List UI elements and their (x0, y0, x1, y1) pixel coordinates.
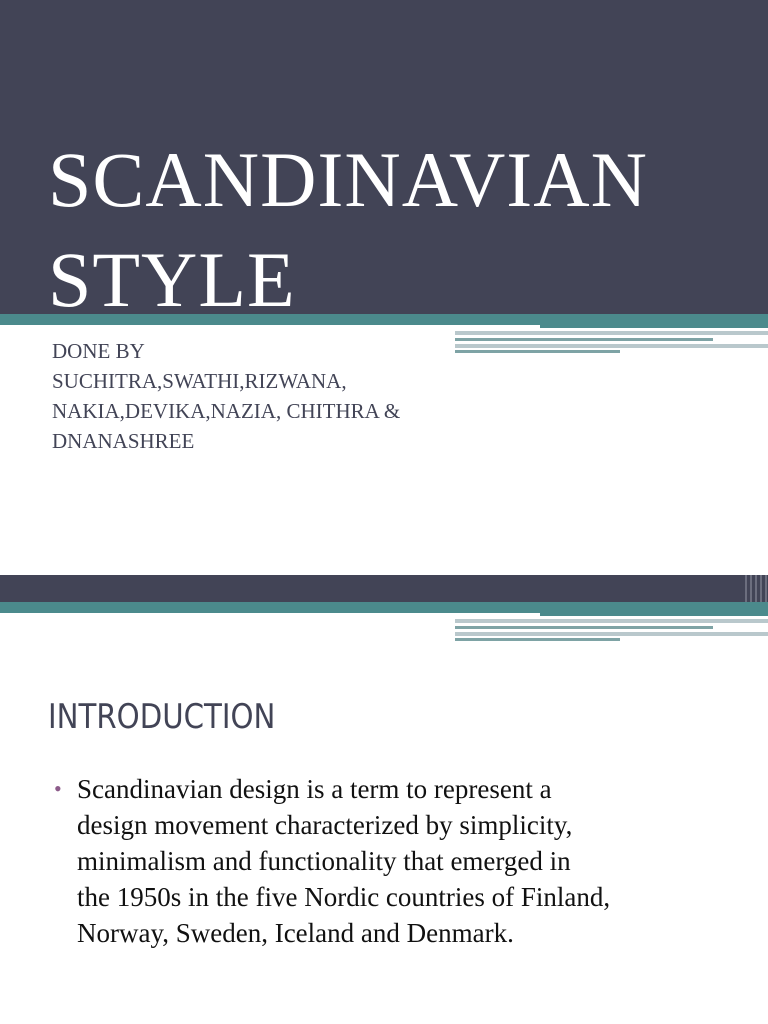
decor-bar (455, 331, 768, 335)
bullet-line: minimalism and functionality that emerged in (77, 846, 571, 876)
subtitle-line: NAKIA,DEVIKA,NAZIA, CHITHRA & (52, 399, 401, 423)
title-line: STYLE (48, 236, 296, 323)
subtitle-line: SUCHITRA,SWATHI,RIZWANA, (52, 369, 347, 393)
subtitle-line: DONE BY (52, 339, 145, 363)
decor-bar (455, 344, 768, 348)
header-band (0, 575, 768, 602)
decor-bar (455, 350, 620, 353)
decor-bar (455, 338, 713, 341)
title-line: SCANDINAVIAN (48, 136, 648, 223)
bullet-line: the 1950s in the five Nordic countries of Finland, (77, 882, 611, 912)
corner-stripes (742, 575, 768, 602)
teal-divider-line (0, 602, 768, 613)
bullet-line: design movement characterized by simplicity, (77, 810, 573, 840)
bullet-icon: • (54, 776, 62, 801)
bullet-line: Norway, Sweden, Iceland and Denmark. (77, 918, 514, 948)
section-heading: INTRODUCTION (48, 697, 276, 737)
teal-divider-tab (540, 613, 768, 616)
introduction-slide (0, 575, 768, 1024)
subtitle-line: DNANASHREE (52, 429, 195, 453)
decor-bar (455, 638, 620, 641)
bullet-list (54, 771, 744, 951)
list-item (54, 771, 744, 951)
presentation-title (48, 130, 648, 330)
authors-subtitle (52, 336, 400, 456)
decor-bar (455, 632, 768, 636)
decor-bar (455, 619, 768, 623)
bullet-line: Scandinavian design is a term to represent a (77, 774, 552, 804)
decor-bar (455, 626, 713, 629)
